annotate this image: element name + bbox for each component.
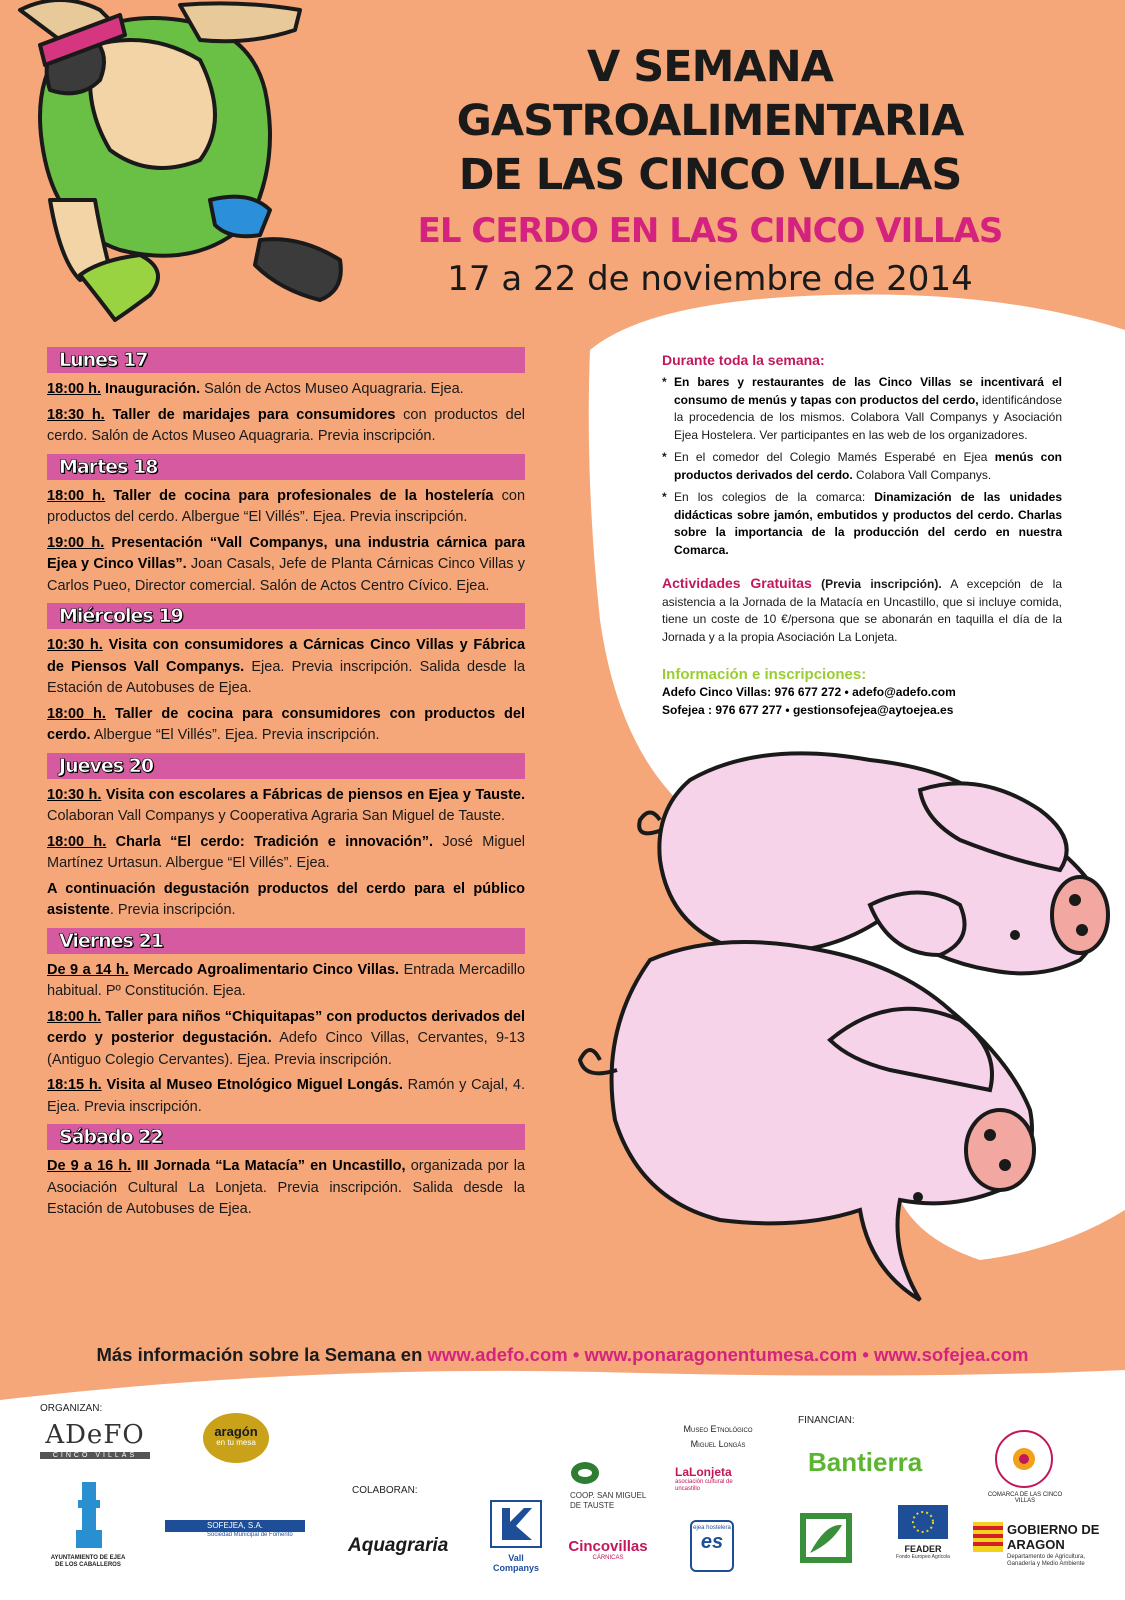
- event-time: 18:30 h.: [47, 406, 105, 423]
- cincovillas-sub: CÁRNICAS: [592, 1555, 624, 1561]
- event-time: 19:00 h.: [47, 534, 105, 551]
- gobierno-text: GOBIERNO DE ARAGON: [1007, 1522, 1100, 1552]
- event-details: Adefo Cinco Villas, Cervantes, 9-13 (Antiguo Colegio Cervantes). Ejea. Previa inscripción.: [47, 1030, 525, 1068]
- coop-leaf-icon: [570, 1460, 600, 1486]
- sofejea-sub: Sociedad Municipal de Fomento: [207, 1532, 293, 1538]
- aragon-flag-icon: [973, 1522, 1003, 1552]
- event-time: 18:00 h.: [47, 833, 107, 850]
- free-activities-text: A excepción de la asistencia a la Jornada de la Matacía en Uncastillo, que si incluye comida, tiene un coste de 10 €/persona que se abonarán en taquilla el día de la Jornada y a la propia Asociación La Lonjeta.: [662, 577, 1062, 644]
- event-details: Ramón y Cajal, 4. Ejea. Previa inscripción.: [47, 1077, 525, 1115]
- coop-text: COOP. SAN MIGUEL DE TAUSTE: [570, 1491, 647, 1510]
- title-line-2: DE LAS CINCO VILLAS: [458, 150, 962, 200]
- day-block: [47, 454, 525, 598]
- feader-logo: [893, 1505, 953, 1560]
- day-label: Viernes 21: [59, 929, 163, 952]
- day-label: Miércoles 19: [59, 605, 183, 627]
- coop-san-miguel-logo: [570, 1460, 650, 1511]
- day-block: [47, 1124, 525, 1221]
- day-label: Martes 18: [59, 455, 158, 478]
- day-header: [47, 1124, 525, 1150]
- day-header: [47, 753, 525, 779]
- lonjeta-sub: asociación cultural de uncastillo: [675, 1479, 733, 1492]
- lonjeta-logo: [675, 1465, 755, 1493]
- ejea-hostelera-logo: [690, 1520, 734, 1572]
- more-info-links[interactable]: www.adefo.com • www.ponaragonentumesa.com • www.sofejea.com: [427, 1344, 1029, 1365]
- title-block: [330, 40, 1090, 302]
- event-item: [47, 533, 525, 598]
- feader-text: FEADER: [904, 1544, 942, 1554]
- event-item: [47, 785, 525, 828]
- general-info: [662, 352, 1062, 719]
- event-title: Visita con consumidores a Cárnicas Cinco Villas y Fábrica de Piensos Vall Companys.: [47, 637, 526, 675]
- vall-companys-logo: [485, 1500, 547, 1573]
- aquagraria-logo: Aquagraria: [348, 1535, 449, 1556]
- event-item: [47, 486, 525, 529]
- event-title: Presentación “Vall Companys, una industria cárnica para Ejea y Cinco Villas”.: [47, 534, 526, 572]
- bullet-text: Colabora Vall Companys.: [852, 467, 992, 482]
- bullet-highlight: menús con productos derivados del cerdo.: [674, 450, 1062, 482]
- event-item: [47, 832, 525, 875]
- character-illustration: [20, 0, 341, 320]
- event-title: Visita con escolares a Fábricas de piensos en Ejea y Tauste.: [105, 786, 526, 803]
- week-bullet: [662, 449, 1062, 484]
- event-title: Taller de cocina para consumidores con productos del cerdo.: [47, 705, 526, 743]
- info-heading: Información e inscripciones:: [662, 666, 867, 683]
- event-details: . Previa inscripción.: [109, 902, 236, 918]
- event-title: Taller para niños “Chiquitapas” con productos derivados del cerdo y posterior degustación.: [47, 1008, 525, 1046]
- museo-text-1: Museo Etnológico: [683, 1424, 753, 1434]
- aragon-en-tu-mesa-logo: [203, 1413, 269, 1463]
- museo-text-2: Miguel Longás: [690, 1439, 746, 1449]
- ayuntamiento-logo: [48, 1480, 128, 1569]
- schedule: [47, 347, 525, 1227]
- title-line-1: V SEMANA GASTROALIMENTARIA: [456, 42, 964, 146]
- event-details: Salón de Actos Museo Aquagraria. Ejea.: [200, 381, 464, 397]
- event-dates: 17 a 22 de noviembre de 2014: [447, 259, 973, 299]
- event-time: 10:30 h.: [47, 637, 103, 653]
- event-title: Charla “El cerdo: Tradición e innovación”.: [115, 833, 434, 850]
- bullet-intro: En los colegios de la comarca:: [674, 490, 875, 504]
- bantierra-logo: Bantierra: [808, 1447, 923, 1477]
- day-header: [47, 603, 525, 629]
- comarca-emblem-icon: [997, 1432, 1051, 1486]
- event-time: 10:30 h.: [47, 786, 102, 803]
- leader-logo: [800, 1513, 852, 1563]
- lonjeta-text: LaLonjeta: [675, 1465, 732, 1479]
- vall-companys-icon: [490, 1500, 542, 1548]
- day-block: [47, 928, 525, 1119]
- contact-adefo: Adefo Cinco Villas: 976 677 272 • adefo@adefo.com: [662, 685, 956, 699]
- day-block: [47, 347, 525, 448]
- event-time: 18:00 h.: [47, 705, 106, 722]
- event-details: con productos del cerdo. Salón de Actos Museo Aquagraria. Previa inscripción.: [47, 406, 526, 444]
- ayuntamiento-text: AYUNTAMIENTO DE EJEA DE LOS CABALLEROS: [50, 1555, 126, 1568]
- event-item: [47, 1007, 525, 1072]
- adefo-logo: [40, 1420, 150, 1459]
- event-details: Ejea. Previa inscripción. Salida desde la Estación de Autobuses de Ejea.: [47, 658, 526, 696]
- event-details: José Miguel Martínez Urtasun. Albergue “El Villés”. Ejea.: [47, 833, 526, 871]
- feader-sub: Fondo Europeo Agrícola: [896, 1554, 950, 1560]
- free-activities: [662, 575, 1062, 646]
- event-title: Mercado Agroalimentario Cinco Villas.: [133, 961, 400, 978]
- event-item: [47, 379, 525, 401]
- event-title: Taller de cocina para profesionales de la hostelería: [113, 487, 494, 504]
- day-label: Lunes 17: [59, 349, 148, 371]
- event-details: Colaboran Vall Companys y Cooperativa Agraria San Miguel de Tauste.: [47, 808, 506, 824]
- day-header: [47, 347, 525, 373]
- event-time: 18:00 h.: [47, 487, 106, 504]
- event-item: [47, 635, 525, 700]
- comarca-text: COMARCA DE LAS CINCO VILLAS: [987, 1492, 1063, 1504]
- colaboran-label: COLABORAN:: [352, 1485, 418, 1496]
- bullet-text: identificándose la procedencia de los mismos. Colabora Vall Companys y Asociación Ejea Hostelera. Ver participantes en las web de los organizadores.: [674, 392, 1062, 442]
- day-block: [47, 603, 525, 747]
- leader-icon: [800, 1513, 852, 1563]
- bullet-highlight: En bares y restaurantes de las Cinco Villas se incentivará el consumo de menús y tapas con productos del cerdo,: [674, 375, 1062, 407]
- event-time: 18:00 h.: [47, 1008, 102, 1025]
- gobierno-sub: Departamento de Agricultura, Ganadería y Medio Ambiente: [1007, 1554, 1086, 1567]
- more-info-line: [0, 1344, 1125, 1366]
- aragon-logo-sub: en tu mesa: [216, 1438, 256, 1447]
- museo-logo: [668, 1422, 768, 1452]
- financian-label: FINANCIAN:: [798, 1415, 855, 1426]
- week-bullets: [662, 374, 1062, 559]
- comarca-logo: [995, 1430, 1053, 1488]
- cincovillas-logo: [563, 1538, 653, 1561]
- free-activities-title: Actividades Gratuitas: [662, 575, 812, 591]
- day-label: Jueves 20: [59, 754, 154, 777]
- event-item: [47, 704, 525, 747]
- event-time: 18:15 h.: [47, 1077, 102, 1093]
- event-item: [47, 1156, 525, 1221]
- sofejea-text: SOFEJEA, S.A.: [165, 1520, 305, 1532]
- bullet-intro: En el comedor del Colegio Mamés Esperabé en Ejea: [674, 450, 995, 464]
- ejea-hostelera-mark: es: [700, 1531, 724, 1553]
- event-details: organizada por la Asociación Cultural La Lonjeta. Previa inscripción. Salida desde la Estación de Autobuses de Ejea.: [47, 1158, 526, 1217]
- ejea-hostelera-text: ejea hostelera: [693, 1525, 731, 1531]
- event-title: Visita al Museo Etnológico Miguel Longás.: [106, 1077, 403, 1093]
- event-details: Joan Casals, Jefe de Planta Cárnicas Cinco Villas y Carlos Pueo, Director comercial. Salón de Actos Centro Cívico. Ejea.: [47, 556, 525, 594]
- event-time: De 9 a 14 h.: [47, 961, 129, 978]
- day-header: [47, 454, 525, 480]
- event-details: Albergue “El Villés”. Ejea. Previa inscripción.: [90, 727, 380, 743]
- event-time: 18:00 h.: [47, 381, 101, 397]
- subtitle: EL CERDO EN LAS CINCO VILLAS: [417, 211, 1003, 251]
- event-item: [47, 879, 525, 922]
- event-item: [47, 960, 525, 1003]
- aragon-logo-text: aragón: [214, 1424, 258, 1439]
- sofejea-logo: [165, 1520, 305, 1538]
- organizan-label: ORGANIZAN:: [40, 1403, 103, 1414]
- event-title: Taller de maridajes para consumidores: [112, 406, 396, 423]
- day-label: Sábado 22: [59, 1126, 163, 1148]
- event-title: Inauguración.: [105, 381, 201, 397]
- contact-sofejea: Sofejea : 976 677 277 • gestionsofejea@aytoejea.es: [662, 703, 954, 717]
- event-time: De 9 a 16 h.: [47, 1158, 132, 1174]
- event-title: III Jornada “La Matacía” en Uncastillo,: [136, 1158, 406, 1174]
- event-item: [47, 1075, 525, 1118]
- week-bullet: [662, 489, 1062, 559]
- cincovillas-text: Cincovillas: [568, 1538, 648, 1555]
- bullet-highlight: Dinamización de las unidades didácticas sobre jamón, embutidos y productos del cerdo. Charlas sobre la importancia de la producción del cerdo en nuestra Comarca.: [674, 490, 1062, 557]
- vall-companys-text: Vall Companys: [492, 1553, 539, 1573]
- adefo-logo-text: ADeFO: [45, 1420, 145, 1450]
- event-details: Entrada Mercadillo habitual. Pº Constitución. Ejea.: [47, 961, 526, 999]
- day-block: [47, 753, 525, 922]
- adefo-logo-sub: CINCO VILLAS: [40, 1452, 150, 1459]
- eu-flag-icon: [898, 1505, 948, 1539]
- day-header: [47, 928, 525, 954]
- footer-band: [0, 1370, 1125, 1600]
- ayuntamiento-tower-icon: [68, 1480, 108, 1550]
- event-item: [47, 405, 525, 448]
- week-heading: Durante toda la semana:: [662, 352, 825, 368]
- more-info-label: Más información sobre la Semana en: [96, 1344, 428, 1365]
- week-bullet: [662, 374, 1062, 444]
- free-activities-paren: (Previa inscripción).: [811, 577, 942, 591]
- event-details: con productos del cerdo. Albergue “El Villés”. Ejea. Previa inscripción.: [47, 487, 526, 525]
- event-title: A continuación degustación productos del cerdo para el público asistente: [47, 880, 525, 918]
